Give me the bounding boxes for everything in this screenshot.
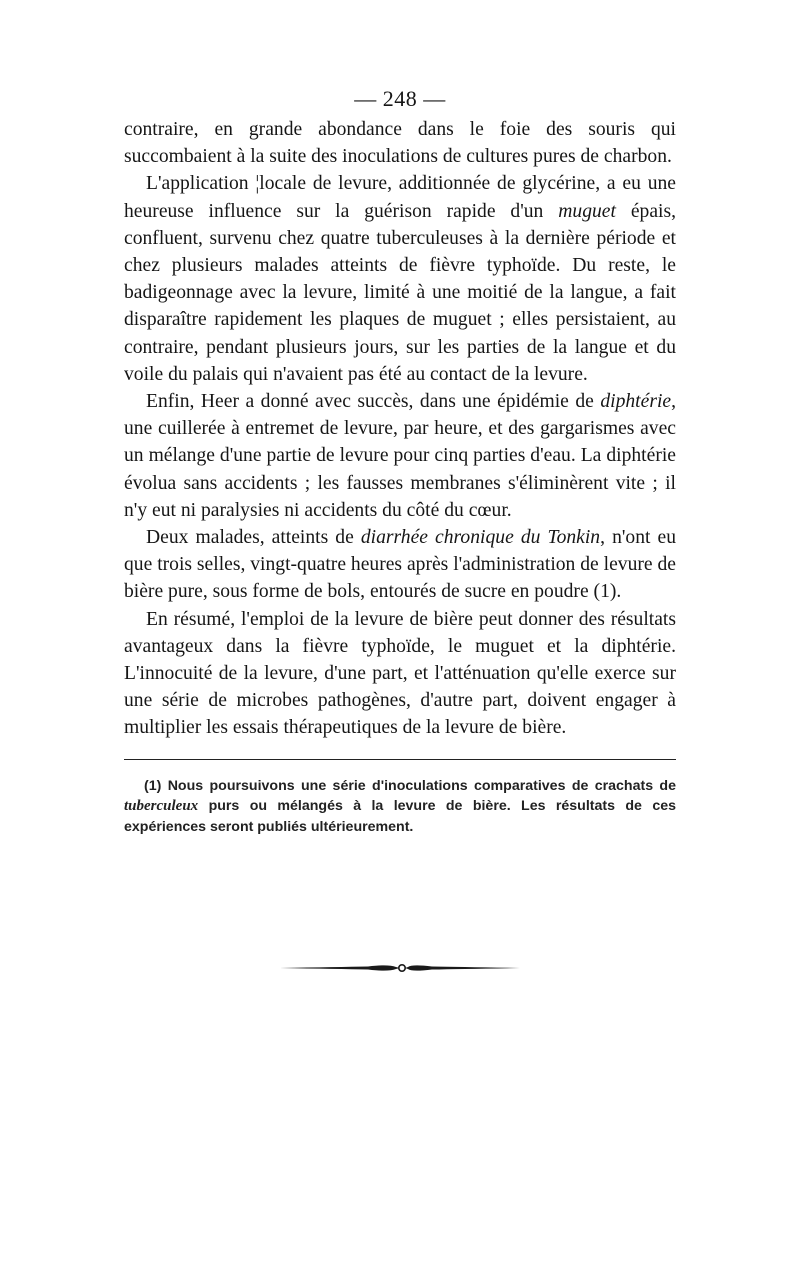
footnote bbox=[124, 776, 676, 838]
footnote-text: (1) Nous poursuivons une série d'inoculations comparatives de crachats de bbox=[144, 777, 676, 794]
book-page bbox=[124, 84, 676, 837]
text-run: En résumé, l'emploi de la levure de bière peut donner des résultats avantageux dans la fièvre typhoïde, le muguet et la diphtérie. L'innocuité de la levure, d'une part, et l'atténuation qu'elle exerce sur une série de microbes pathogènes, d'autre part, doivent engager à multiplier les essais thérapeutiques de la levure de bière. bbox=[124, 608, 676, 739]
body-text bbox=[124, 116, 676, 742]
italic-term: muguet bbox=[558, 200, 616, 222]
page-number: — 248 — bbox=[354, 86, 446, 111]
footnote-divider bbox=[124, 759, 676, 760]
text-run: épais, confluent, survenu chez quatre tuberculeuses à la dernière période et chez plusieurs malades atteints de fièvre typhoïde. Du reste, le badigeonnage avec la levure, limité à une moitié de la langue, a fait disparaître rapidement les plaques de muguet ; elles persistaient, au contraire, pendant plusieurs jours, sur les parties de la langue et du voile du palais qui n'avaient pas été au contact de la levure. bbox=[124, 200, 676, 385]
paragraph bbox=[124, 116, 676, 170]
footnote-italic-term: tuberculeux bbox=[124, 798, 199, 815]
text-run: , n'ont eu que trois selles, vingt-quatre heures après l'administration de levure de bière pure, sous forme de bols, entourés de sucre en poudre (1). bbox=[124, 527, 676, 603]
text-run: L'application ¦locale de levure, additionnée de glycérine, a eu une heureuse influence sur la guérison rapide d'un bbox=[124, 173, 676, 222]
paragraph bbox=[124, 524, 676, 606]
footnote-text: purs ou mélangés à la levure de bière. Les résultats de ces expériences seront publiés ultérieurement. bbox=[124, 798, 676, 835]
end-ornament bbox=[278, 956, 522, 980]
text-run: contraire, en grande abondance dans le foie des souris qui succombaient à la suite des inoculations de cultures pures de charbon. bbox=[124, 119, 676, 168]
text-run: , une cuillerée à entremet de levure, par heure, et des gargarismes avec un mélange d'une partie de levure pour cinq parties d'eau. La diphtérie évolua sans accidents ; les fausses membranes s'éliminèrent vite ; il n'y eut ni paralysies ni accidents du côté du cœur. bbox=[124, 391, 676, 521]
paragraph bbox=[124, 388, 676, 524]
text-run: Enfin, Heer a donné avec succès, dans une épidémie de bbox=[146, 391, 601, 413]
text-run: Deux malades, atteints de bbox=[146, 527, 361, 549]
italic-term: diarrhée chronique du Tonkin bbox=[360, 527, 601, 549]
italic-term: diphtérie bbox=[600, 391, 672, 413]
paragraph bbox=[124, 170, 676, 388]
paragraph bbox=[124, 606, 676, 742]
